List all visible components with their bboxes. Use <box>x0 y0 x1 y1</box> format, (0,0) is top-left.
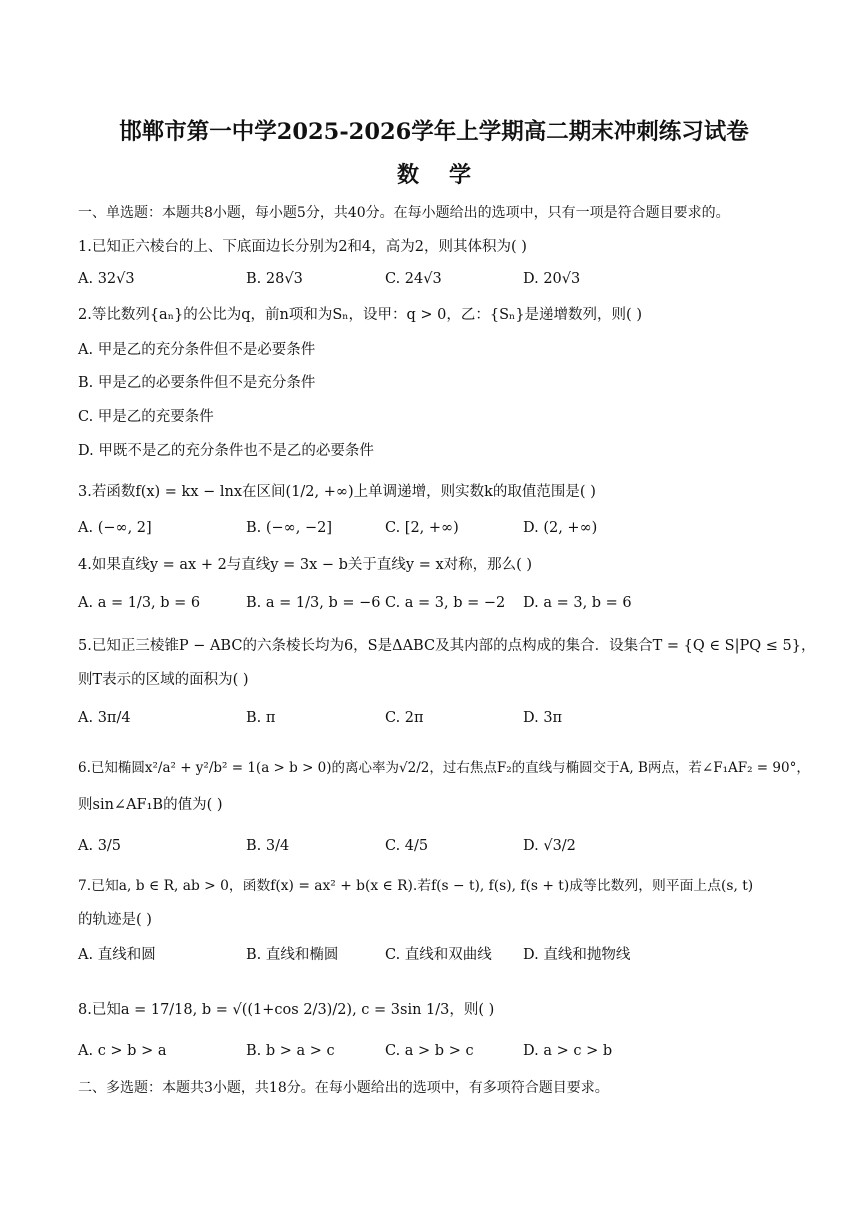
question-1-option-d: D. 20√3 <box>523 271 581 287</box>
question-5-option-a: A. 3π/4 <box>78 710 131 726</box>
question-7-stem: 7.已知a, b ∈ R, ab > 0，函数f(x) = ax² + b(x ∈ R).若f(s − t), f(s), f(s + t)成等比数列，则平面上点(s, t) <box>78 878 754 894</box>
section-heading-multi: 二、多选题：本题共3小题，共18分。在每小题给出的选项中，有多项符合题目要求。 <box>78 1080 609 1096</box>
question-5-option-c: C. 2π <box>385 710 424 726</box>
question-6-stem-continued: 则sin∠AF₁B的值为( ) <box>78 797 223 813</box>
question-4-option-a: A. a = 1/3, b = 6 <box>78 595 201 611</box>
question-7-option-c: C. 直线和双曲线 <box>385 947 492 963</box>
question-7-options <box>78 943 638 965</box>
question-4-option-b: B. a = 1/3, b = −6 <box>246 595 381 611</box>
question-6-option-c: C. 4/5 <box>385 838 429 854</box>
question-2-option-c: C. 甲是乙的充要条件 <box>78 409 214 425</box>
question-8-option-a: A. c > b > a <box>78 1043 167 1059</box>
question-2-option-a: A. 甲是乙的充分条件但不是必要条件 <box>78 342 316 358</box>
question-6-stem: 6.已知椭圆x²/a² + y²/b² = 1(a > b > 0)的离心率为√2/2，过右焦点F₂的直线与椭圆交于A, B两点，若∠F₁AF₂ = 90°， <box>78 760 810 776</box>
question-8-option-b: B. b > a > c <box>246 1043 335 1059</box>
subject-title: 数学 <box>396 162 501 188</box>
question-3-stem: 3.若函数f(x) = kx − lnx在区间(1/2, +∞)上单调递增，则实数k的取值范围是( ) <box>78 484 596 500</box>
question-5-option-b: B. π <box>246 710 276 726</box>
question-3-option-a: A. (−∞, 2] <box>78 520 152 536</box>
question-1-option-b: B. 28√3 <box>246 271 303 287</box>
question-1-option-c: C. 24√3 <box>385 271 442 287</box>
question-8-options <box>78 1043 638 1065</box>
question-7-option-d: D. 直线和抛物线 <box>523 947 631 963</box>
question-2-stem: 2.等比数列{aₙ}的公比为q，前n项和为Sₙ，设甲：q > 0，乙：{Sₙ}是递增数列，则( ) <box>78 307 642 323</box>
question-4-options <box>78 595 638 617</box>
question-5-options <box>78 710 638 732</box>
question-6-option-a: A. 3/5 <box>78 838 122 854</box>
question-7-stem-continued: 的轨迹是( ) <box>78 912 152 928</box>
question-3-option-c: C. [2, +∞) <box>385 520 459 536</box>
section-heading-single: 一、单选题：本题共8小题，每小题5分，共40分。在每小题给出的选项中，只有一项是符合题目要求的。 <box>78 205 730 221</box>
question-8-option-d: D. a > c > b <box>523 1043 613 1059</box>
question-8-option-c: C. a > b > c <box>385 1043 474 1059</box>
question-6-options <box>78 838 638 860</box>
question-4-option-d: D. a = 3, b = 6 <box>523 595 632 611</box>
question-3-option-b: B. (−∞, −2] <box>246 520 333 536</box>
question-6-option-d: D. √3/2 <box>523 838 576 854</box>
question-1-options <box>78 271 638 293</box>
question-4-option-c: C. a = 3, b = −2 <box>385 595 506 611</box>
question-6-option-b: B. 3/4 <box>246 838 290 854</box>
question-3-option-d: D. (2, +∞) <box>523 520 598 536</box>
question-7-option-a: A. 直线和圆 <box>78 947 156 963</box>
question-2-option-b: B. 甲是乙的必要条件但不是充分条件 <box>78 375 316 391</box>
question-8-stem: 8.已知a = 17/18, b = √((1+cos 2/3)/2), c = 3sin 1/3，则( ) <box>78 1002 495 1018</box>
question-3-options <box>78 520 638 542</box>
question-1-stem: 1.已知正六棱台的上、下底面边长分别为2和4，高为2，则其体积为( ) <box>78 239 527 255</box>
question-5-stem: 5.已知正三棱锥P − ABC的六条棱长均为6，S是ΔABC及其内部的点构成的集合．设集合T = {Q ∈ S|PQ ≤ 5}， <box>78 638 816 654</box>
question-7-option-b: B. 直线和椭圆 <box>246 947 339 963</box>
question-4-stem: 4.如果直线y = ax + 2与直线y = 3x − b关于直线y = x对称，那么( ) <box>78 557 533 573</box>
question-1-option-a: A. 32√3 <box>78 271 135 287</box>
exam-title: 邯郸市第一中学2025-2026学年上学期高二期末冲刺练习试卷 <box>119 119 749 145</box>
question-2-option-d: D. 甲既不是乙的充分条件也不是乙的必要条件 <box>78 443 374 459</box>
question-5-option-d: D. 3π <box>523 710 563 726</box>
question-5-stem-continued: 则T表示的区域的面积为( ) <box>78 672 249 688</box>
